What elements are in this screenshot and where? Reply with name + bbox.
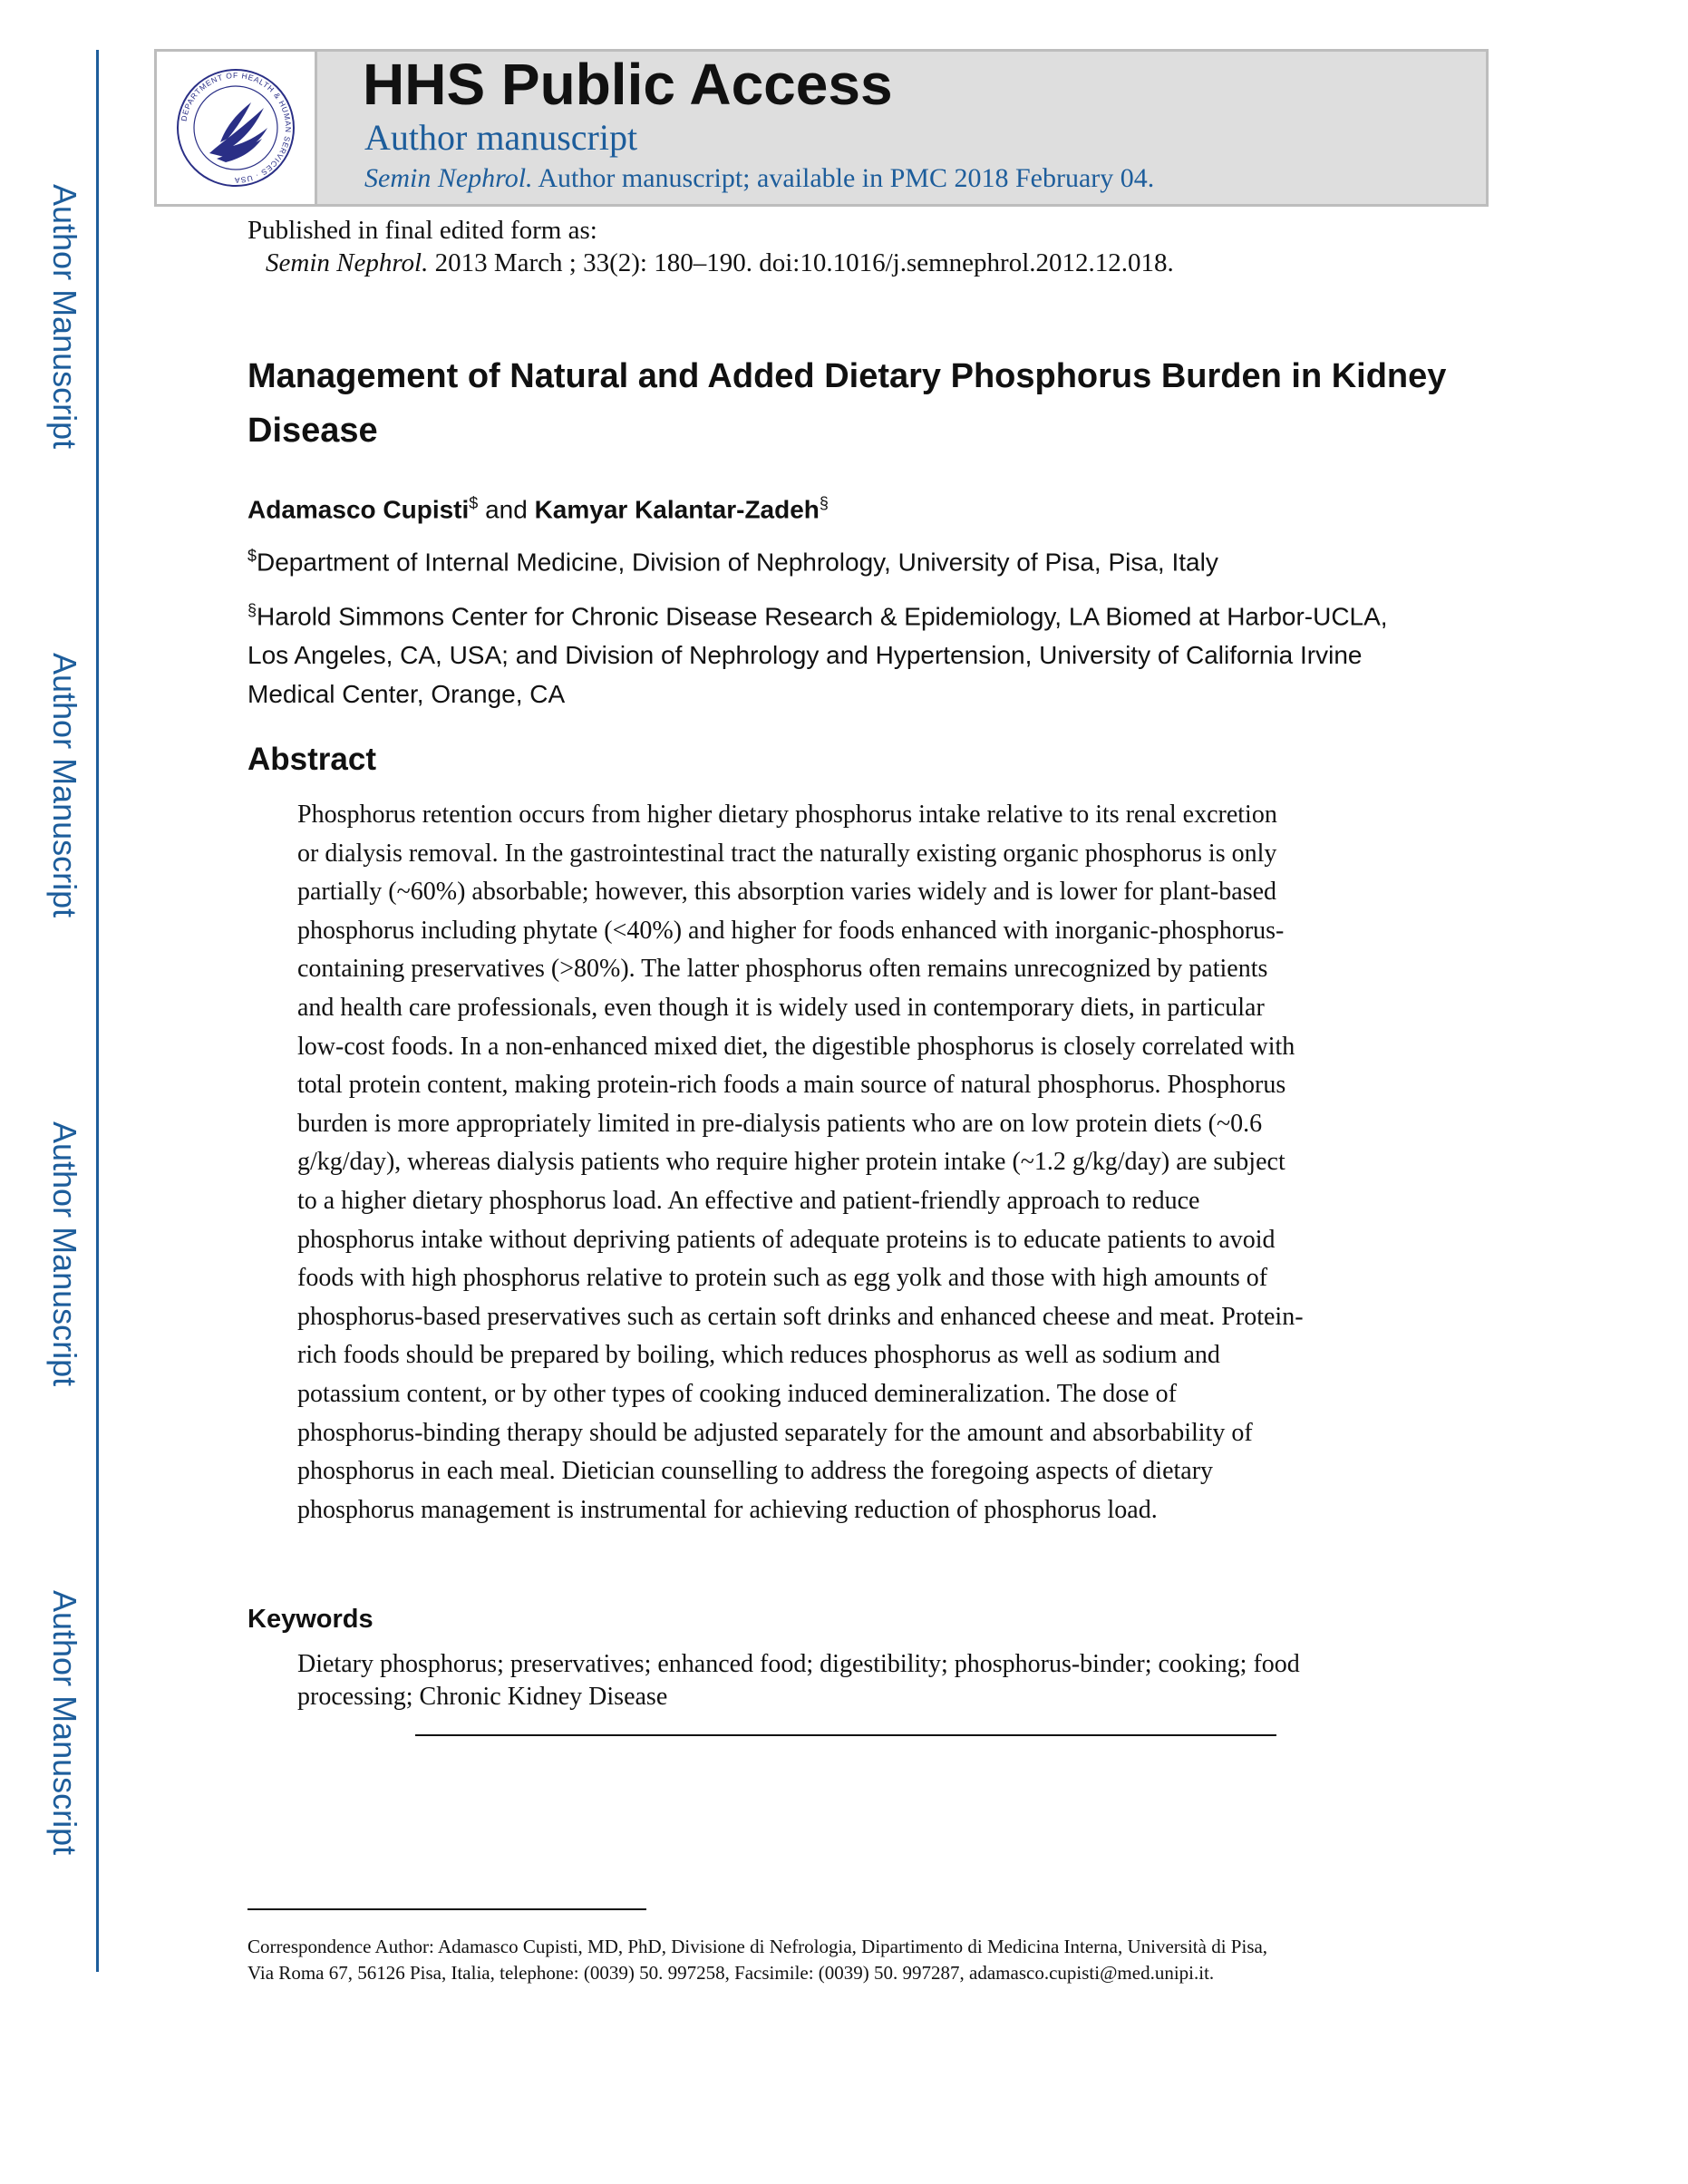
section-divider bbox=[415, 1734, 1276, 1736]
hhs-eagle-icon bbox=[157, 52, 315, 204]
abstract-body bbox=[297, 796, 1412, 1529]
abstract-heading: Abstract bbox=[247, 742, 376, 777]
keywords-line: processing; Chronic Kidney Disease bbox=[297, 1683, 668, 1711]
affiliation-1-mark: $ bbox=[247, 547, 257, 565]
abstract-line: Phosphorus retention occurs from higher dietary phosphorus intake relative to its renal excretion bbox=[297, 801, 1277, 829]
abstract-line: phosphorus including phytate (<40%) and higher for foods enhanced with inorganic-phosphorus- bbox=[297, 916, 1285, 945]
author-conjunction: and bbox=[478, 495, 535, 524]
availability-text: Author manuscript; available in PMC 2018 February 04. bbox=[532, 163, 1155, 193]
abstract-line: rich foods should be prepared by boiling, which reduces phosphorus as well as sodium and bbox=[297, 1341, 1220, 1370]
abstract-line: total protein content, making protein-rich foods a main source of natural phosphorus. Phosphorus bbox=[297, 1071, 1286, 1100]
footnote-line: Correspondence Author: Adamasco Cupisti, MD, PhD, Divisione di Nefrologia, Dipartimento di Medicina Interna, Università di Pisa, bbox=[247, 1936, 1268, 1957]
author-1-mark: $ bbox=[469, 494, 479, 512]
abstract-line: or dialysis removal. In the gastrointestinal tract the naturally existing organic phosphorus is only bbox=[297, 839, 1277, 868]
author-line bbox=[247, 494, 829, 524]
affiliation-2-mark: § bbox=[247, 601, 257, 619]
hhs-public-access-title: HHS Public Access bbox=[363, 52, 893, 117]
side-label-3: Author Manuscript bbox=[46, 1121, 83, 1387]
logo-ring-text: DEPARTMENT OF HEALTH & HUMAN SERVICES · USA bbox=[179, 70, 294, 186]
affiliation-2 bbox=[247, 591, 1426, 713]
side-label-1: Author Manuscript bbox=[46, 184, 83, 450]
keywords-line: Dietary phosphorus; preservatives; enhanced food; digestibility; phosphorus-binder; cooking; food bbox=[297, 1650, 1300, 1678]
abstract-line: containing preservatives (>80%). The latter phosphorus often remains unrecognized by patients bbox=[297, 955, 1268, 984]
abstract-line: foods with high phosphorus relative to protein such as egg yolk and those with high amounts of bbox=[297, 1264, 1268, 1293]
availability-line bbox=[364, 163, 1154, 194]
margin-rule bbox=[96, 50, 99, 1972]
side-label-2: Author Manuscript bbox=[46, 653, 83, 918]
citation-journal: Semin Nephrol. bbox=[266, 248, 429, 277]
abstract-line: potassium content, or by other types of cooking induced demineralization. The dose of bbox=[297, 1379, 1177, 1408]
abstract-line: partially (~60%) absorbable; however, this absorption varies widely and is lower for plant-based bbox=[297, 878, 1277, 907]
footnote-line: Via Roma 67, 56126 Pisa, Italia, telephone: (0039) 50. 997258, Facsimile: (0039) 50. 997287, adamasco.cupisti@med.unipi.it. bbox=[247, 1962, 1215, 1984]
paper-title: Management of Natural and Added Dietary Phosphorus Burden in Kidney Disease bbox=[247, 357, 1447, 450]
abstract-line: phosphorus-binding therapy should be adjusted separately for the amount and absorbability of bbox=[297, 1418, 1253, 1447]
footnote-divider bbox=[247, 1908, 646, 1910]
citation-details: 2013 March ; 33(2): 180–190. doi:10.1016/j.semnephrol.2012.12.018. bbox=[428, 248, 1174, 277]
correspondence-footnote bbox=[247, 1934, 1453, 1986]
abstract-line: and health care professionals, even though it is widely used in contemporary diets, in particular bbox=[297, 993, 1265, 1022]
abstract-line: phosphorus in each meal. Dietician counselling to address the foregoing aspects of dietary bbox=[297, 1457, 1214, 1486]
published-label: Published in final edited form as: bbox=[247, 216, 597, 245]
affiliation-1 bbox=[247, 537, 1218, 581]
journal-name: Semin Nephrol. bbox=[364, 163, 533, 193]
citation-line bbox=[266, 248, 1174, 278]
hhs-logo bbox=[154, 49, 317, 207]
abstract-line: phosphorus-based preservatives such as certain soft drinks and enhanced cheese and meat. Protein- bbox=[297, 1302, 1304, 1331]
abstract-line: low-cost foods. In a non-enhanced mixed diet, the digestible phosphorus is closely correlated with bbox=[297, 1032, 1295, 1061]
author-manuscript-label: Author manuscript bbox=[364, 117, 638, 158]
abstract-line: phosphorus intake without depriving patients of adequate proteins is to educate patients to avoid bbox=[297, 1225, 1276, 1254]
affiliation-2-text: Harold Simmons Center for Chronic Disease Research & Epidemiology, LA Biomed at Harbor-UCLA, Los Angeles, CA, USA; and Division of Nephrology and Hypertension, University of California Irvine Medical Center, Orange, CA bbox=[247, 602, 1388, 709]
author-1: Adamasco Cupisti bbox=[247, 495, 470, 524]
abstract-line: to a higher dietary phosphorus load. An effective and patient-friendly approach to reduce bbox=[297, 1186, 1200, 1215]
side-label-4: Author Manuscript bbox=[46, 1590, 83, 1856]
abstract-line: burden is more appropriately limited in pre-dialysis patients who are on low protein diets (~0.6 bbox=[297, 1109, 1263, 1138]
affiliation-1-text: Department of Internal Medicine, Division of Nephrology, University of Pisa, Pisa, Italy bbox=[257, 548, 1218, 577]
abstract-line: phosphorus management is instrumental for achieving reduction of phosphorus load. bbox=[297, 1495, 1158, 1524]
keywords-body bbox=[297, 1648, 1431, 1713]
author-2: Kamyar Kalantar-Zadeh bbox=[534, 495, 820, 524]
author-2-mark: § bbox=[819, 494, 829, 512]
keywords-heading: Keywords bbox=[247, 1605, 373, 1634]
abstract-line: g/kg/day), whereas dialysis patients who require higher protein intake (~1.2 g/kg/day) are subject bbox=[297, 1148, 1285, 1177]
